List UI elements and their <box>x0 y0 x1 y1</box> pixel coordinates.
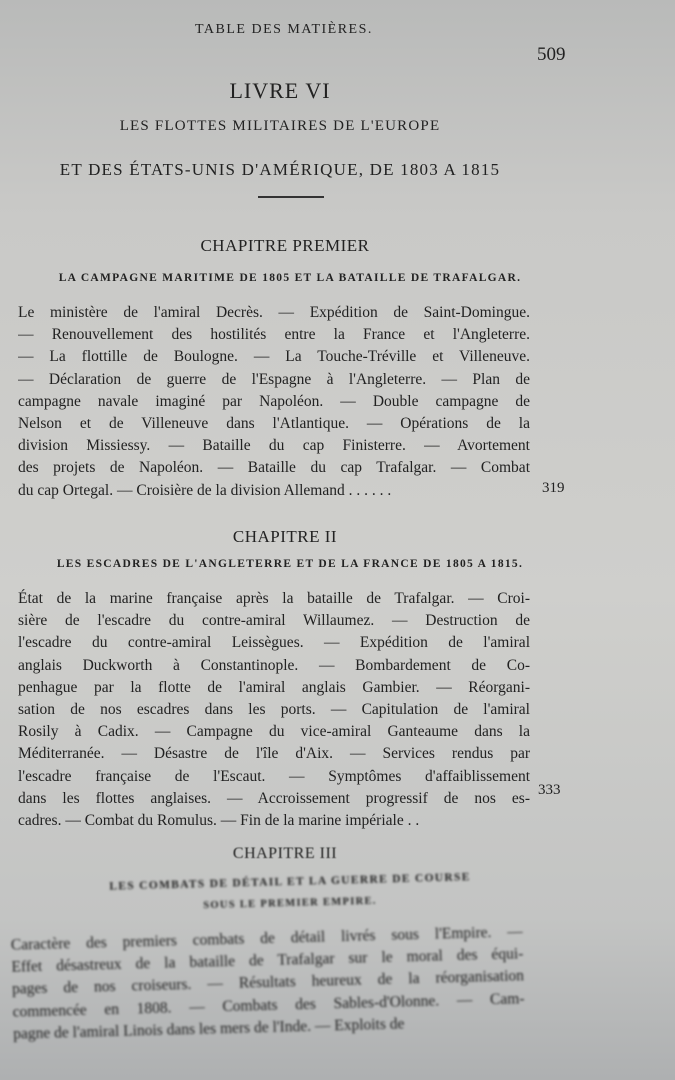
summary-line: l'escadre du contre-amiral Leissègues. — Expédition de l'amiral <box>18 634 530 652</box>
running-head: TABLE DES MATIÈRES. <box>195 22 373 37</box>
summary-line: campagne navale imaginé par Napoléon. — Double campagne de <box>18 392 530 410</box>
chapter-2-title: CHAPITRE II <box>232 527 338 546</box>
summary-line: Nelson et de Villeneuve dans l'Atlantique. — Opérations de la <box>18 415 530 433</box>
chapter-3-subtitle-1: LES COMBATS DE DÉTAIL ET LA GUERRE DE COURSE <box>109 871 471 893</box>
livre-title: LIVRE VI <box>229 78 331 103</box>
summary-line: État de la marine française après la bataille de Trafalgar. — Croi- <box>18 590 530 607</box>
divider <box>258 196 324 198</box>
chapter-3-title: CHAPITRE III <box>232 845 338 862</box>
summary-line: penhague par la flotte de l'amiral anglais Gambier. — Réorgani- <box>18 678 530 696</box>
summary-line: anglais Duckworth à Constantinople. — Bombardement de Co- <box>18 656 530 674</box>
summary-line: sation de nos escadres dans les ports. — Capitulation de l'amiral <box>18 701 530 719</box>
summary-line: dans les flottes anglaises. — Accroissement progressif de nos es- <box>18 789 530 807</box>
summary-line: pages de nos croiseurs. — Résultats heureux de la réorganisation <box>11 967 525 999</box>
summary-line: cadres. — Combat du Romulus. — Fin de la marine impériale . . <box>18 812 420 830</box>
livre-subtitle-1: LES FLOTTES MILITAIRES DE L'EUROPE <box>119 118 441 134</box>
page-number: 509 <box>537 44 566 65</box>
livre-subtitle-2: ET DES ÉTATS-UNIS D'AMÉRIQUE, DE 1803 A 1815 <box>59 160 501 179</box>
chapter-2-page: 333 <box>538 782 561 798</box>
summary-line: Le ministère de l'amiral Decrès. — Expédition de Saint-Domingue. <box>18 304 530 321</box>
summary-line: Effet désastreux de la bataille de Trafalgar sur le moral des équi- <box>11 945 524 976</box>
chapter-3-subtitle-2: SOUS LE PREMIER EMPIRE. <box>203 895 377 912</box>
chapter-1-subtitle: LA CAMPAGNE MARITIME DE 1805 ET LA BATAILLE DE TRAFALGAR. <box>58 272 522 284</box>
chapter-2-subtitle: LES ESCADRES DE L'ANGLETERRE ET DE LA FRANCE DE 1805 A 1815. <box>56 558 524 570</box>
chapter-1-title: CHAPITRE PREMIER <box>200 236 370 255</box>
summary-line: Méditerranée. — Désastre de l'île d'Aix. — Services rendus par <box>18 745 530 763</box>
summary-line: des projets de Napoléon. — Bataille du cap Trafalgar. — Combat <box>18 459 530 477</box>
summary-line: commencée en 1808. — Combats des Sables-d'Olonne. — Cam- <box>12 989 525 1021</box>
summary-line: Rosily à Cadix. — Campagne du vice-amiral Ganteaume dans la <box>18 723 530 741</box>
summary-line: sière de l'escadre du contre-amiral Willaumez. — Destruction de <box>18 612 530 630</box>
chapter-1-page: 319 <box>542 480 565 496</box>
summary-line: — La flottille de Boulogne. — La Touche-Tréville et Villeneuve. <box>18 348 530 366</box>
chapter-2-summary <box>18 588 530 832</box>
summary-line: pagne de l'amiral Linois dans les mers de l'Inde. — Exploits de <box>13 1015 405 1043</box>
chapter-1-summary <box>18 302 530 502</box>
summary-line: l'escadre française de l'Escaut. — Symptômes d'affaiblissement <box>18 767 530 785</box>
summary-line: Caractère des premiers combats de détail livrés sous l'Empire. — <box>10 923 523 954</box>
summary-line: — Déclaration de guerre de l'Espagne à l'Angleterre. — Plan de <box>18 370 530 388</box>
summary-line: du cap Ortegal. — Croisière de la division Allemand . . . . . . <box>18 481 392 499</box>
summary-line: — Renouvellement des hostilités entre la France et l'Angleterre. <box>18 326 530 344</box>
chapter-3-summary <box>11 921 526 1045</box>
summary-line: division Missiessy. — Bataille du cap Finisterre. — Avortement <box>18 437 530 455</box>
